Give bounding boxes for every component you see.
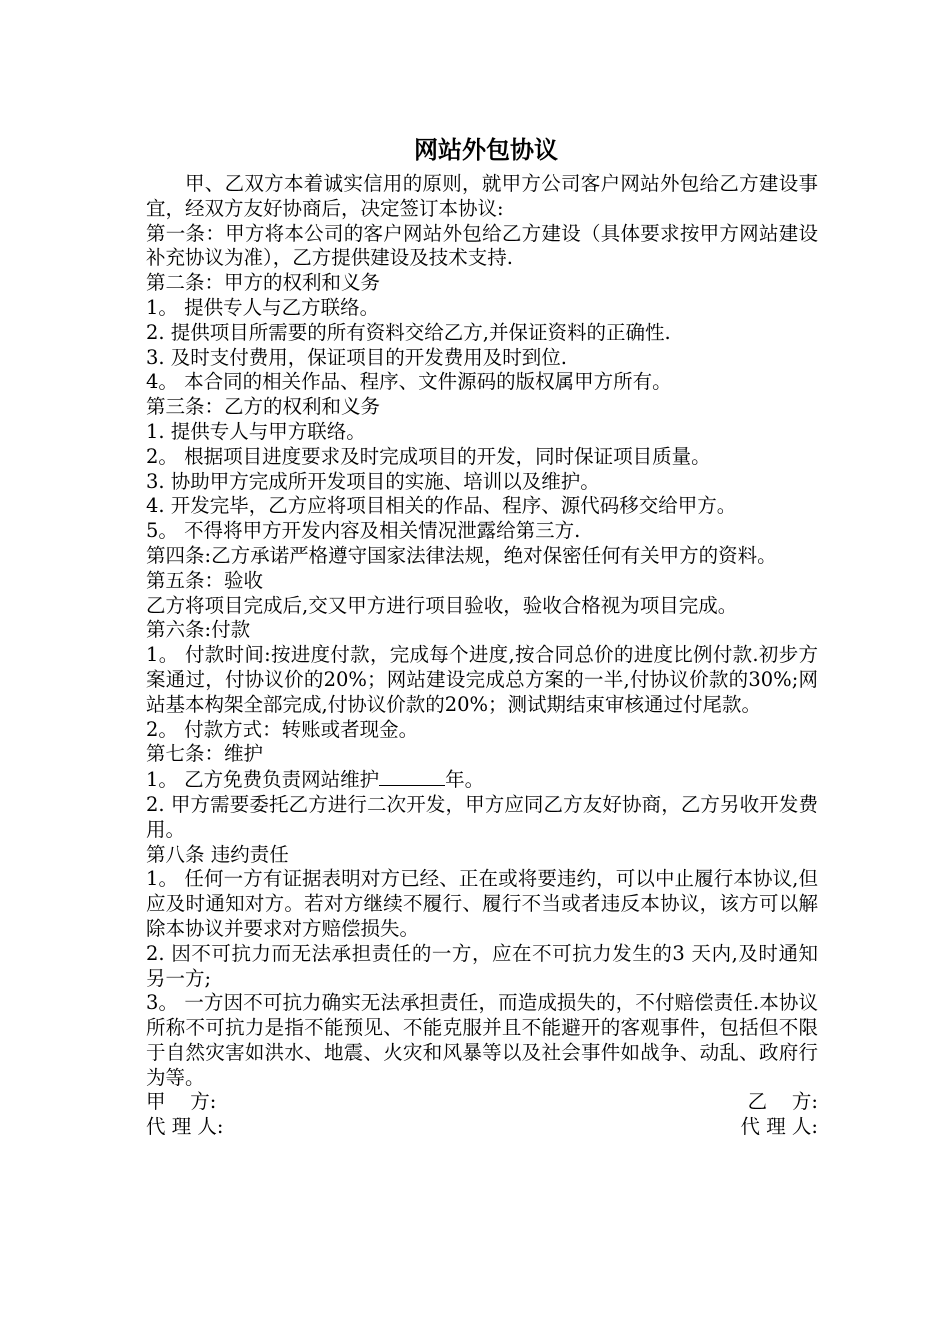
intro-paragraph: 甲、乙双方本着诚实信用的原则，就甲方公司客户网站外包给乙方建设事宜，经双方友好协商后，决定签订本协议:: [146, 172, 818, 220]
contract-page: [146, 128, 818, 1140]
maintenance-years-blank: [379, 767, 445, 786]
article-7-item-1-suffix: 年。: [445, 768, 485, 792]
article-3-item: 2。 根据项目进度要求及时完成项目的开发，同时保证项目质量。: [146, 444, 711, 468]
article-3-item: 4. 开发完毕，乙方应将项目相关的作品、程序、源代码移交给甲方。: [146, 494, 737, 518]
article-6-item: 2。 付款方式：转账或者现金。: [146, 717, 419, 741]
article-7-heading: 第七条：维护: [146, 742, 264, 766]
article-3-item: 5。 不得将甲方开发内容及相关情况泄露给第三方.: [146, 519, 581, 543]
article-5-text: 乙方将项目完成后,交又甲方进行项目验收，验收合格视为项目完成。: [146, 593, 738, 617]
article-8-item: 3。 一方因不可抗力确实无法承担责任，而造成损失的，不付赔偿责任.本协议所称不可抗力是指不能预见、不能克服并且不能避开的客观事件，包括但不限于自然灾害如洪水、地震、火灾和风暴等以及社会事件如战争、动乱、政府行为等。: [146, 991, 818, 1089]
agent-b-label: 代 理 人:: [740, 1115, 818, 1139]
article-2-heading: 第二条：甲方的权利和义务: [146, 271, 381, 295]
article-3-heading: 第三条：乙方的权利和义务: [146, 395, 381, 419]
document-title: 网站外包协议: [414, 136, 558, 164]
signature-agent-row: [146, 1115, 818, 1140]
article-6-heading: 第六条:付款: [146, 618, 251, 642]
article-2-item: 1。 提供专人与乙方联络。: [146, 295, 380, 319]
article-8-heading: 第八条 违约责任: [146, 842, 289, 866]
article-7-item-2: 2. 甲方需要委托乙方进行二次开发，甲方应同乙方友好协商，乙方另收开发费用。: [146, 792, 818, 841]
article-2-item: 2. 提供项目所需要的所有资料交给乙方,并保证资料的正确性.: [146, 320, 671, 344]
article-7-item-1: [146, 767, 818, 793]
article-2-item: 3. 及时支付费用，保证项目的开发费用及时到位.: [146, 345, 568, 369]
contract-body: [146, 172, 818, 1140]
signature-party-row: [146, 1090, 818, 1115]
article-1: 第一条：甲方将本公司的客户网站外包给乙方建设（具体要求按甲方网站建设补充协议为准），乙方提供建设及技术支持.: [146, 221, 818, 270]
article-7-item-1-text: 1。 乙方免费负责网站维护: [146, 768, 380, 792]
article-6-item: 1。 付款时间:按进度付款，完成每个进度,按合同总价的进度比例付款.初步方案通过，付协议价的20%；网站建设完成总方案的一半,付协议价款的30%;网站基本构架全部完成,付协议价款的20%；测试期结束审核通过付尾款。: [146, 643, 818, 716]
article-4: 第四条:乙方承诺严格遵守国家法律法规，绝对保密任何有关甲方的资料。: [146, 543, 777, 567]
article-8-item: 2. 因不可抗力而无法承担责任的一方，应在不可抗力发生的3 天内,及时通知另一方;: [146, 941, 818, 990]
party-b-label: 乙 方:: [747, 1090, 818, 1114]
article-8-item: 1。 任何一方有证据表明对方已经、正在或将要违约，可以中止履行本协议,但应及时通知对方。若对方继续不履行、履行不当或者违反本协议，该方可以解除本协议并要求对方赔偿损失。: [146, 867, 818, 940]
article-5-heading: 第五条：验收: [146, 568, 264, 592]
agent-a-label: 代 理 人:: [146, 1115, 224, 1139]
party-a-label: 甲 方:: [146, 1090, 217, 1114]
article-3-item: 3. 协助甲方完成所开发项目的实施、培训以及维护。: [146, 469, 600, 493]
article-2-item: 4。 本合同的相关作品、程序、文件源码的版权属甲方所有。: [146, 370, 672, 394]
article-3-item: 1. 提供专人与甲方联络。: [146, 419, 366, 443]
